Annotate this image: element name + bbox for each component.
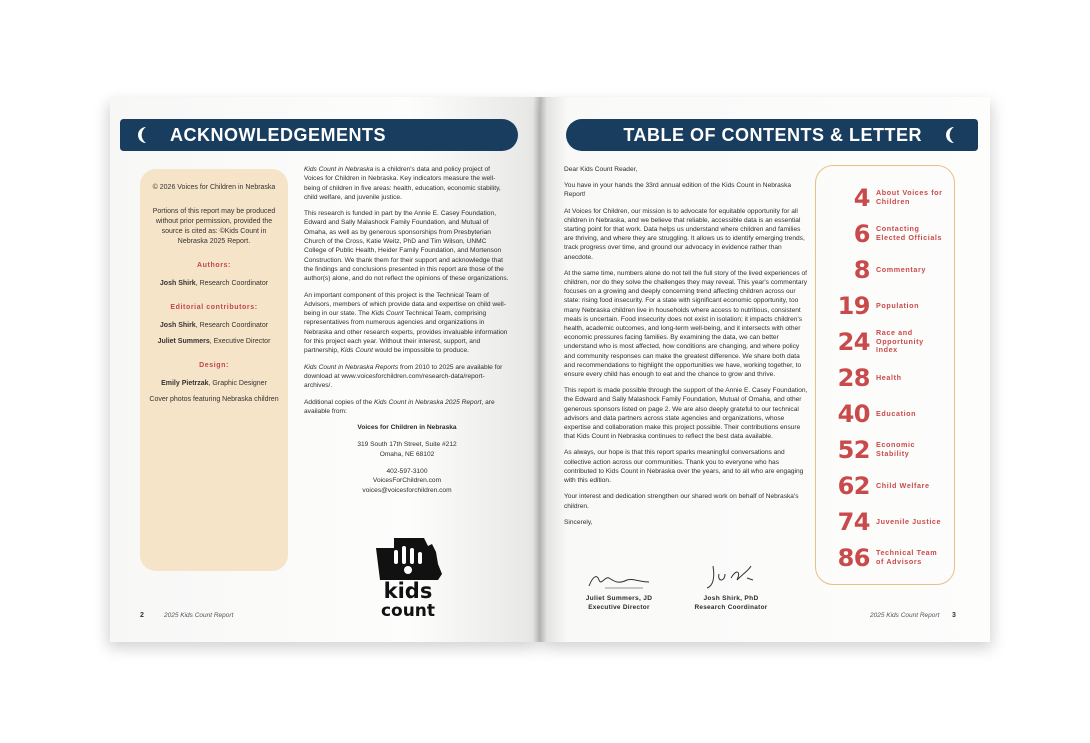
- editorial-credit: Juliet Summers, Executive Director: [157, 338, 271, 345]
- letter-paragraph: Your interest and dedication strengthen our shared work on behalf of Nebraska's children.: [564, 493, 799, 510]
- signer-role: Research Coordinator: [694, 604, 768, 611]
- website-link[interactable]: VoicesForChildren.com: [372, 477, 442, 485]
- toc-page-number: 6: [853, 220, 870, 248]
- toc-section-label: Technical Team of Advisors: [876, 548, 938, 566]
- design-credit: Emily Pietrzak, Graphic Designer: [161, 380, 267, 387]
- reader-letter: [564, 165, 808, 534]
- archive-paragraph: Kids Count in Nebraska Reports from 2010 to 2025 are available for download at www.voicesforchildren.com/research-data/report-archives/.: [304, 363, 503, 390]
- toc-item[interactable]: [828, 540, 954, 576]
- signature-summers: [564, 570, 674, 612]
- cover-photos-credit: Cover photos featuring Nebraska children: [149, 396, 279, 403]
- toc-item[interactable]: [828, 324, 954, 360]
- page-number: 3: [952, 612, 956, 619]
- letter-paragraph: You have in your hands the 33rd annual edition of the Kids Count in Nebraska Report!: [564, 182, 792, 199]
- toc-section-label: Contacting Elected Officials: [876, 224, 943, 242]
- toc-section-label: About Voices for Children: [876, 188, 943, 206]
- toc-section-label: Education: [876, 408, 917, 418]
- toc-page-number: 62: [837, 472, 870, 500]
- intro-paragraph: Kids Count in Nebraska is a children's data and policy project of Voices for Children in Nebraska. Key indicators measure the well-being of children in five areas: health, education, economic stability, child welfare, and juvenile justice.: [304, 166, 501, 201]
- toc-item[interactable]: [828, 252, 954, 288]
- page-number: 2: [140, 612, 144, 619]
- permission-text: Portions of this report may be produced without prior permission, provided the source is cited as: ©Kids Count in Nebraska 2025 Report.: [152, 208, 276, 245]
- toc-item[interactable]: [828, 216, 954, 252]
- toc-page-number: 40: [837, 400, 870, 428]
- toc-section-label: Commentary: [876, 264, 926, 274]
- funding-paragraph: This research is funded in part by the Annie E. Casey Foundation, Edward and Sally Malashock Family Foundation, and Mutual of Omaha, as well as by generous sponsorships from Presbyterian Church of the Cross, Katie Weitz, PhD and Tim Wilson, UNMC College of Public Health, Heider Family Foundation, and Mortenson Construction. We thank them for their support and acknowledge that the findings and conclusions presented in this report are those of the author(s) alone, and do not reflect the opinions of these organizations.: [304, 210, 509, 283]
- handwritten-signature: [691, 560, 771, 594]
- toc-section-label: Economic Stability: [876, 440, 916, 458]
- toc-page-number: 86: [837, 544, 870, 572]
- authors-heading: Authors:: [197, 262, 231, 269]
- org-name: Voices for Children in Nebraska: [357, 424, 457, 432]
- signer-name: Juliet Summers, JD: [585, 595, 653, 602]
- design-heading: Design:: [199, 362, 229, 369]
- toc-section-label: Child Welfare: [876, 480, 930, 490]
- handwritten-signature: [579, 570, 659, 594]
- toc-page-number: 52: [837, 436, 870, 464]
- signer-name: Josh Shirk, PhD: [703, 595, 759, 602]
- svg-text:count: count: [380, 601, 436, 620]
- toc-page-number: 19: [837, 292, 870, 320]
- toc-page-number: 28: [837, 364, 870, 392]
- letter-paragraph: At the same time, numbers alone do not tell the full story of the lived experiences of children, nor do they solve the challenges they may reveal. This year's commentary focuses on a growing and deeply concerning trend affecting children across our state: rising food insecurity. For a state with significant economic opportunity, too many Nebraska children live in households where access to nutritious, consistent meals is uncertain. Food insecurity does not exist in isolation; it impacts children's health, academic outcomes, and long-term well-being, and it intersects with other economic pressures facing families. By examining the data, we can better understand who is most affected, how conditions are changing, and where policy and community responses can make the greatest difference. We share both data and recommendations to highlight the opportunities we have, working together, to ensure every child has enough to eat and the chance to grow and thrive.: [564, 269, 808, 379]
- signature-block: [564, 570, 814, 620]
- toc-title: TABLE OF CONTENTS & LETTER: [623, 124, 922, 145]
- letter-paragraph: At Voices for Children, our mission is to advocate for equitable opportunity for all children in Nebraska, and we believe that reliable, accessible data is an essential starting point for that work. Data helps us understand where children and families are thriving, and where they are struggling. It allows us to identify emerging trends, track progress over time, and ground our advocacy in evidence rather than anecdote.: [564, 207, 805, 261]
- toc-page-number: 24: [837, 328, 870, 356]
- toc-item[interactable]: [828, 288, 954, 324]
- contact-block: [304, 423, 510, 495]
- author-credit: Josh Shirk, Research Coordinator: [159, 280, 269, 287]
- toc-banner: [566, 119, 978, 151]
- right-page: [540, 97, 990, 642]
- svg-text:kids: kids: [383, 579, 433, 603]
- toc-item[interactable]: [828, 468, 954, 504]
- toc-page-number: 8: [853, 256, 870, 284]
- address-line: Omaha, NE 68102: [379, 450, 435, 458]
- toc-item[interactable]: [828, 360, 954, 396]
- toc-page-number: 4: [853, 184, 870, 212]
- letter-paragraph: This report is made possible through the support of the Annie E. Casey Foundation, the Edward and Sally Malashock Family Foundation, Mutual of Omaha, and other generous sponsors listed on page 2. We are also deeply grateful to our technical advisors and data partners across state agencies and organizations, whose expertise and collaboration make this project possible. Their contributions ensure that Kids Count in Nebraska continues to reflect the best data available.: [564, 387, 808, 441]
- toc-section-label: Health: [876, 372, 902, 382]
- copies-paragraph: Additional copies of the Kids Count in Nebraska 2025 Report, are available from:: [304, 398, 495, 415]
- crescent-moon-icon: [132, 124, 154, 146]
- copyright-text: © 2026 Voices for Children in Nebraska: [152, 184, 276, 191]
- editorial-credit: Josh Shirk, Research Coordinator: [159, 322, 269, 329]
- page-footer: 2025 Kids Count Report: [164, 612, 234, 619]
- page-footer: 2025 Kids Count Report: [870, 612, 940, 619]
- address-line: 319 South 17th Street, Suite #212: [357, 441, 457, 449]
- acknowledgements-banner: [120, 119, 518, 151]
- open-booklet: [110, 97, 990, 642]
- crescent-moon-icon: [940, 124, 962, 146]
- credits-sidebar: [140, 169, 288, 571]
- kids-count-logo: [372, 534, 444, 620]
- acknowledgements-title: ACKNOWLEDGEMENTS: [170, 124, 386, 145]
- phone-number: 402-597-3100: [386, 468, 428, 476]
- toc-page-number: 74: [837, 508, 870, 536]
- left-page: [110, 97, 540, 642]
- signer-role: Executive Director: [588, 604, 650, 611]
- toc-item[interactable]: [828, 504, 954, 540]
- table-of-contents: [815, 165, 955, 585]
- toc-item[interactable]: [828, 432, 954, 468]
- letter-closing: Sincerely,: [564, 518, 593, 526]
- technical-team-paragraph: An important component of this project is the Technical Team of Advisors, members of which provide data and expertise on child well-being in our state. The Kids Count Technical Team, comprising representatives from numerous agencies and organizations in Nebraska and other research experts, provides invaluable information for this project each year. Without their interest, support, and partnership, Kids Count would be impossible to produce.: [304, 291, 508, 355]
- letter-greeting: Dear Kids Count Reader,: [564, 166, 638, 173]
- book-gutter: [533, 97, 547, 642]
- toc-item[interactable]: [828, 180, 954, 216]
- editorial-heading: Editorial contributors:: [170, 304, 258, 311]
- toc-item[interactable]: [828, 396, 954, 432]
- acknowledgements-body: [304, 165, 510, 495]
- toc-section-label: Population: [876, 300, 920, 310]
- signature-shirk: [676, 560, 786, 612]
- email-link[interactable]: voices@voicesforchildren.com: [362, 486, 452, 494]
- letter-paragraph: As always, our hope is that this report sparks meaningful conversations and collective action across our communities. Thank you to everyone who has contributed to Kids Count in Nebraska over the years, and to all who are engaging with this edition.: [564, 449, 804, 485]
- toc-section-label: Race and Opportunity Index: [876, 328, 924, 355]
- toc-section-label: Juvenile Justice: [876, 516, 942, 526]
